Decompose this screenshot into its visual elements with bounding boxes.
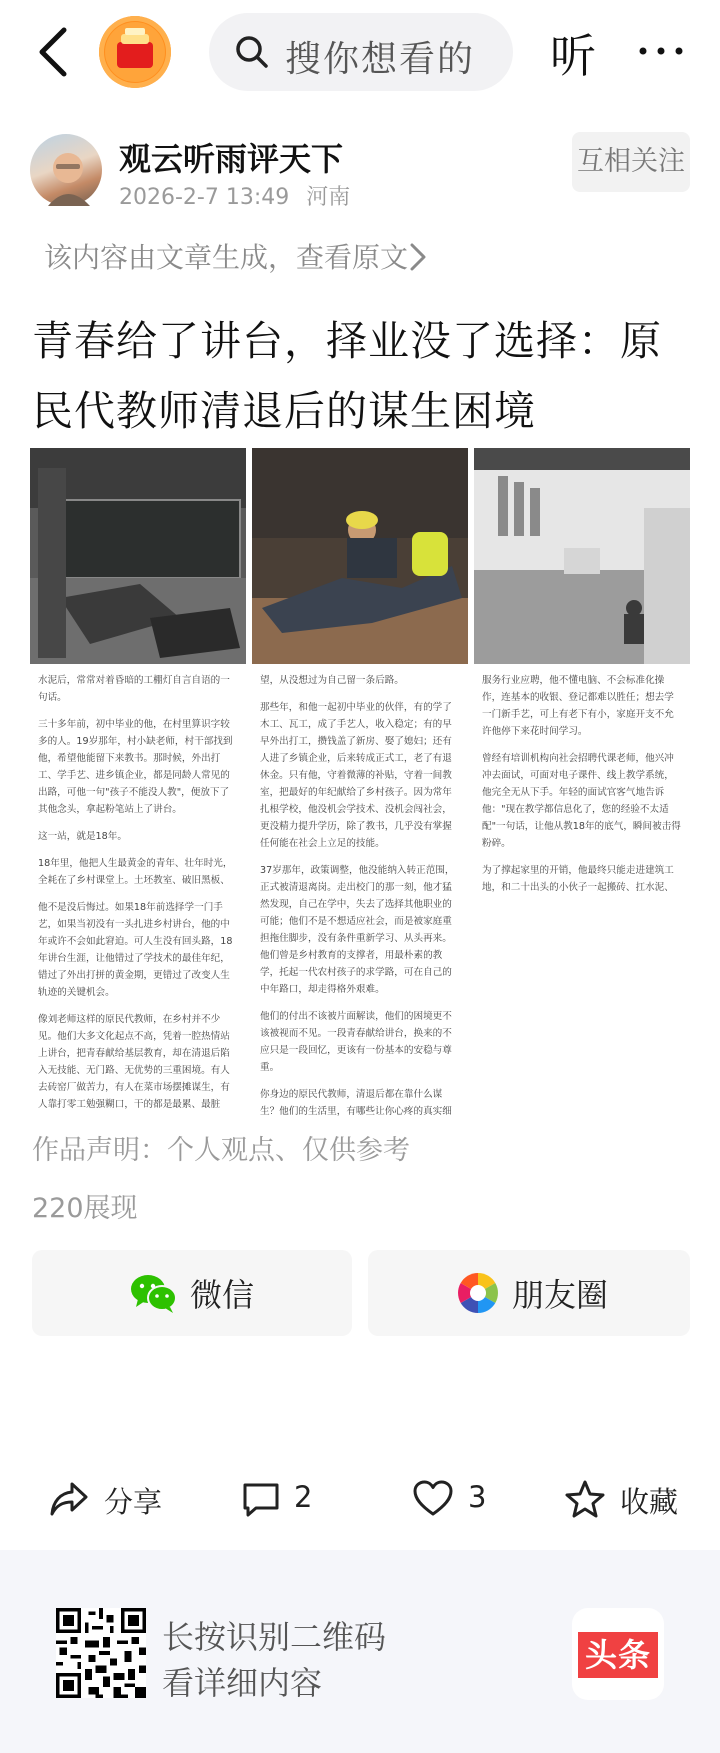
article-image-1[interactable]: [30, 448, 246, 1108]
heart-icon: [412, 1478, 454, 1520]
post-datetime: 2026-2-7 13:49: [119, 185, 290, 210]
search-placeholder: 搜你想看的: [285, 39, 476, 80]
post-location: 河南: [306, 185, 351, 210]
search-input[interactable]: [209, 13, 513, 91]
comment-count: 2: [294, 1480, 313, 1514]
share-moments-button[interactable]: [368, 1250, 690, 1336]
share-action[interactable]: [48, 1478, 168, 1528]
content-declaration: 作品声明：个人观点、仅供参考: [32, 1135, 410, 1166]
post-meta: [119, 180, 350, 211]
comment-action[interactable]: [240, 1478, 340, 1528]
chevron-right-icon[interactable]: [406, 240, 430, 274]
avatar[interactable]: [30, 134, 102, 206]
favorite-action[interactable]: [564, 1478, 694, 1528]
construction-site-photo: [474, 448, 690, 664]
article-title: 青春给了讲台，择业没了选择：原民代教师清退后的谋生困境: [32, 317, 662, 435]
article-image-text: 服务行业应聘，他不懂电脑、不会标准化操作，连基本的收银、登记都难以胜任；想去学一门新手艺，可上有老下有小，家庭开支不允许他停下来花时间学习。 曾经有培训机构向社会招聘代课老师，他兴冲冲去面试，可面对电子课件、线上教学系统，他完全无从下手。年轻的面试官客气地告诉他："现在教学都信息化了，您的经验不太适配"一句话，让他从教18年的底气，瞬间被击得粉碎。 为了撑起家里的开销，他最终只能走进建筑工地，和二十出头的小伙子一起搬砖、扛水泥、: [482, 675, 681, 893]
article-image-text: 望，从没想过为自己留一条后路。 那些年，和他一起初中毕业的伙伴，有的学了木工、瓦工，成了手艺人，收入稳定；有的早早外出打工，攒钱盖了新房、娶了媳妇；还有人进了乡镇企业，后来转成正式工，老了有退休金。只有他，守着微薄的补贴，守着一间教室，把最好的年纪献给了乡村孩子。因为常年扎根学校，他没机会学技术、没机会闯社会，更没精力提升学历，除了教书，几乎没有掌握任何能在社会上立足的技能。 37岁那年，政策调整，他没能纳入转正范围，正式被清退离岗。走出校门的那一刻，他才猛然发现，自己在学中，失去了选择其他职业的可能；他们不是不想适应社会，而是被家庭重担拖住脚步，没有条件重新学习、从头再来。他们曾是乡村教育的支撑者，用最朴素的教学，托起一代农村孩子的求学路，可在自己的中年路口，却走得格外艰难。 他们的付出不该被片面解读，他们的困境更不该被视而不见。一段青春献给讲台，换来的不应只是一段回忆，更该有一份基本的安稳与尊重。 你身边的原民代教师，清退后都在靠什么谋生？他们的生活里，有哪些让你心疼的真实细: [260, 675, 455, 1117]
qr-hint-line-1: 长按识别二维码: [162, 1618, 387, 1656]
share-icon: [48, 1478, 90, 1520]
view-count: 220展现: [32, 1193, 138, 1224]
more-options-icon[interactable]: [636, 34, 686, 68]
wechat-icon: [130, 1271, 178, 1315]
action-bar: [0, 1462, 720, 1542]
share-label: 分享: [104, 1485, 163, 1519]
share-wechat-button[interactable]: [32, 1250, 352, 1336]
share-wechat-label: 微信: [190, 1276, 255, 1314]
moments-icon: [456, 1271, 500, 1315]
article-image-text: 水泥后，常常对着昏暗的工棚灯自言自语的一句话。 三十多年前，初中毕业的他，在村里算识字较多的人。19岁那年，村小缺老师，村干部找到他，希望他能留下来教书。那时候，外出打工、学手艺、进乡镇企业，都是同龄人常见的出路，可他一句"孩子不能没人教"，便放下了其他念头，拿起粉笔站上了讲台。 这一站，就是18年。 18年里，他把人生最黄金的青年、壮年时光，全耗在了乡村课堂上。土坯教室、破旧黑板、 他不是没后悔过。如果18年前选择学一门手艺，如果当初没有一头扎进乡村讲台，他的中年或许不会如此窘迫。可人生没有回头路，18年讲台生涯，让他错过了学技术的最佳年纪，错过了外出打拼的黄金期，更错过了改变人生轨迹的关键机会。 像刘老师这样的原民代教师，在乡村并不少见。他们大多文化起点不高，凭着一腔热情站上讲台，把青春献给基层教育，却在清退后陷入无技能、无门路、无优势的三重困境。有人去砖窑厂做苦力，有人在菜市场摆摊谋生，有人靠打零工勉强糊口，干的都是最累、最脏: [38, 675, 233, 1110]
article-image-grid: [30, 448, 690, 1117]
share-moments-label: 朋友圈: [512, 1276, 609, 1314]
qr-code-icon[interactable]: [56, 1608, 146, 1698]
qr-hint-line-2: 看详细内容: [162, 1664, 323, 1702]
toutiao-logo-text: 头条: [578, 1632, 658, 1678]
like-count: 3: [468, 1480, 487, 1514]
classroom-photo: [30, 448, 246, 664]
listen-button[interactable]: 听: [550, 29, 596, 83]
back-arrow-icon[interactable]: [30, 22, 76, 82]
qr-footer: [0, 1550, 720, 1753]
like-action[interactable]: [412, 1478, 512, 1528]
search-icon: [233, 33, 271, 71]
comment-icon: [240, 1478, 282, 1520]
app-logo-icon[interactable]: [99, 16, 171, 88]
article-image-3[interactable]: [474, 448, 690, 1108]
follow-button[interactable]: 互相关注: [572, 132, 690, 192]
toutiao-logo: [572, 1608, 664, 1700]
star-icon: [564, 1478, 606, 1520]
top-bar: [0, 0, 720, 104]
worker-resting-photo: [252, 448, 468, 664]
favorite-label: 收藏: [620, 1485, 679, 1519]
article-image-2[interactable]: [252, 448, 468, 1117]
author-row: [0, 128, 720, 218]
view-original-link[interactable]: 该内容由文章生成，查看原文: [44, 241, 409, 274]
author-name[interactable]: 观云听雨评天下: [119, 140, 344, 178]
